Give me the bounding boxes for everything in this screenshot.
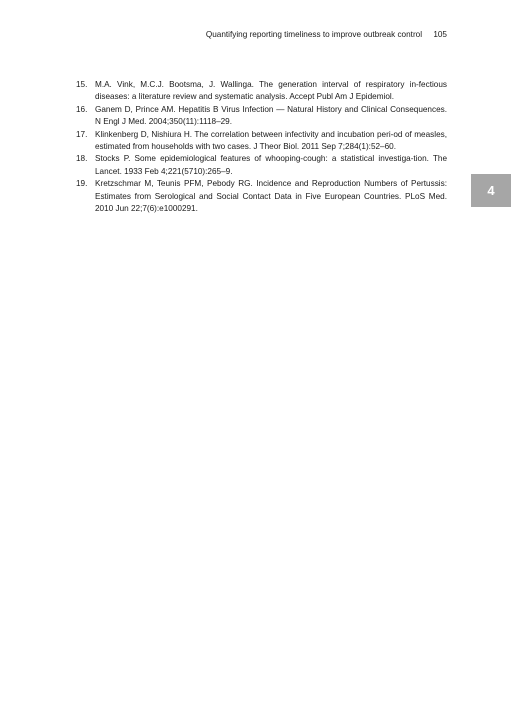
reference-text: Stocks P. Some epidemiological features of whooping-cough: a statistical investiga-tion. The Lancet. 1933 Feb 4;221(5710):265–9. (95, 154, 447, 176)
running-header (60, 29, 447, 40)
reference-item (76, 79, 447, 104)
reference-item (76, 104, 447, 129)
reference-list (76, 79, 447, 215)
running-header-title: Quantifying reporting timeliness to improve outbreak control (205, 30, 423, 39)
reference-item (76, 153, 447, 178)
reference-number: 16. (76, 104, 88, 114)
reference-number: 17. (76, 129, 88, 139)
reference-item (76, 129, 447, 154)
reference-number: 18. (76, 154, 88, 164)
reference-text: Kretzschmar M, Teunis PFM, Pebody RG. Incidence and Reproduction Numbers of Pertussis: Estimates from Serological and Social Contact Data in Five European Countries. PLoS Med. 2010 Jun 22;7(6):e1000291. (95, 179, 447, 214)
reference-number: 15. (76, 80, 88, 89)
reference-number: 19. (76, 179, 88, 189)
chapter-tab (471, 174, 511, 207)
chapter-tab-label: 4 (487, 183, 495, 198)
reference-text: Klinkenberg D, Nishiura H. The correlation between infectivity and incubation peri-od of measles, estimated from households with two cases. J Theor Biol. 2011 Sep 7;284(1):52–60. (95, 129, 447, 152)
reference-text: Ganem D, Prince AM. Hepatitis B Virus Infection — Natural History and Clinical Consequences. N Engl J Med. 2004;350(11):1118–29. (95, 104, 447, 127)
page-number: 105 (433, 30, 447, 39)
reference-item (76, 178, 447, 215)
reference-text: M.A. Vink, M.C.J. Bootsma, J. Wallinga. The generation interval of respiratory in-fectious diseases: a literature review and systematic analysis. Accept Publ Am J Epidemiol. (95, 80, 447, 102)
